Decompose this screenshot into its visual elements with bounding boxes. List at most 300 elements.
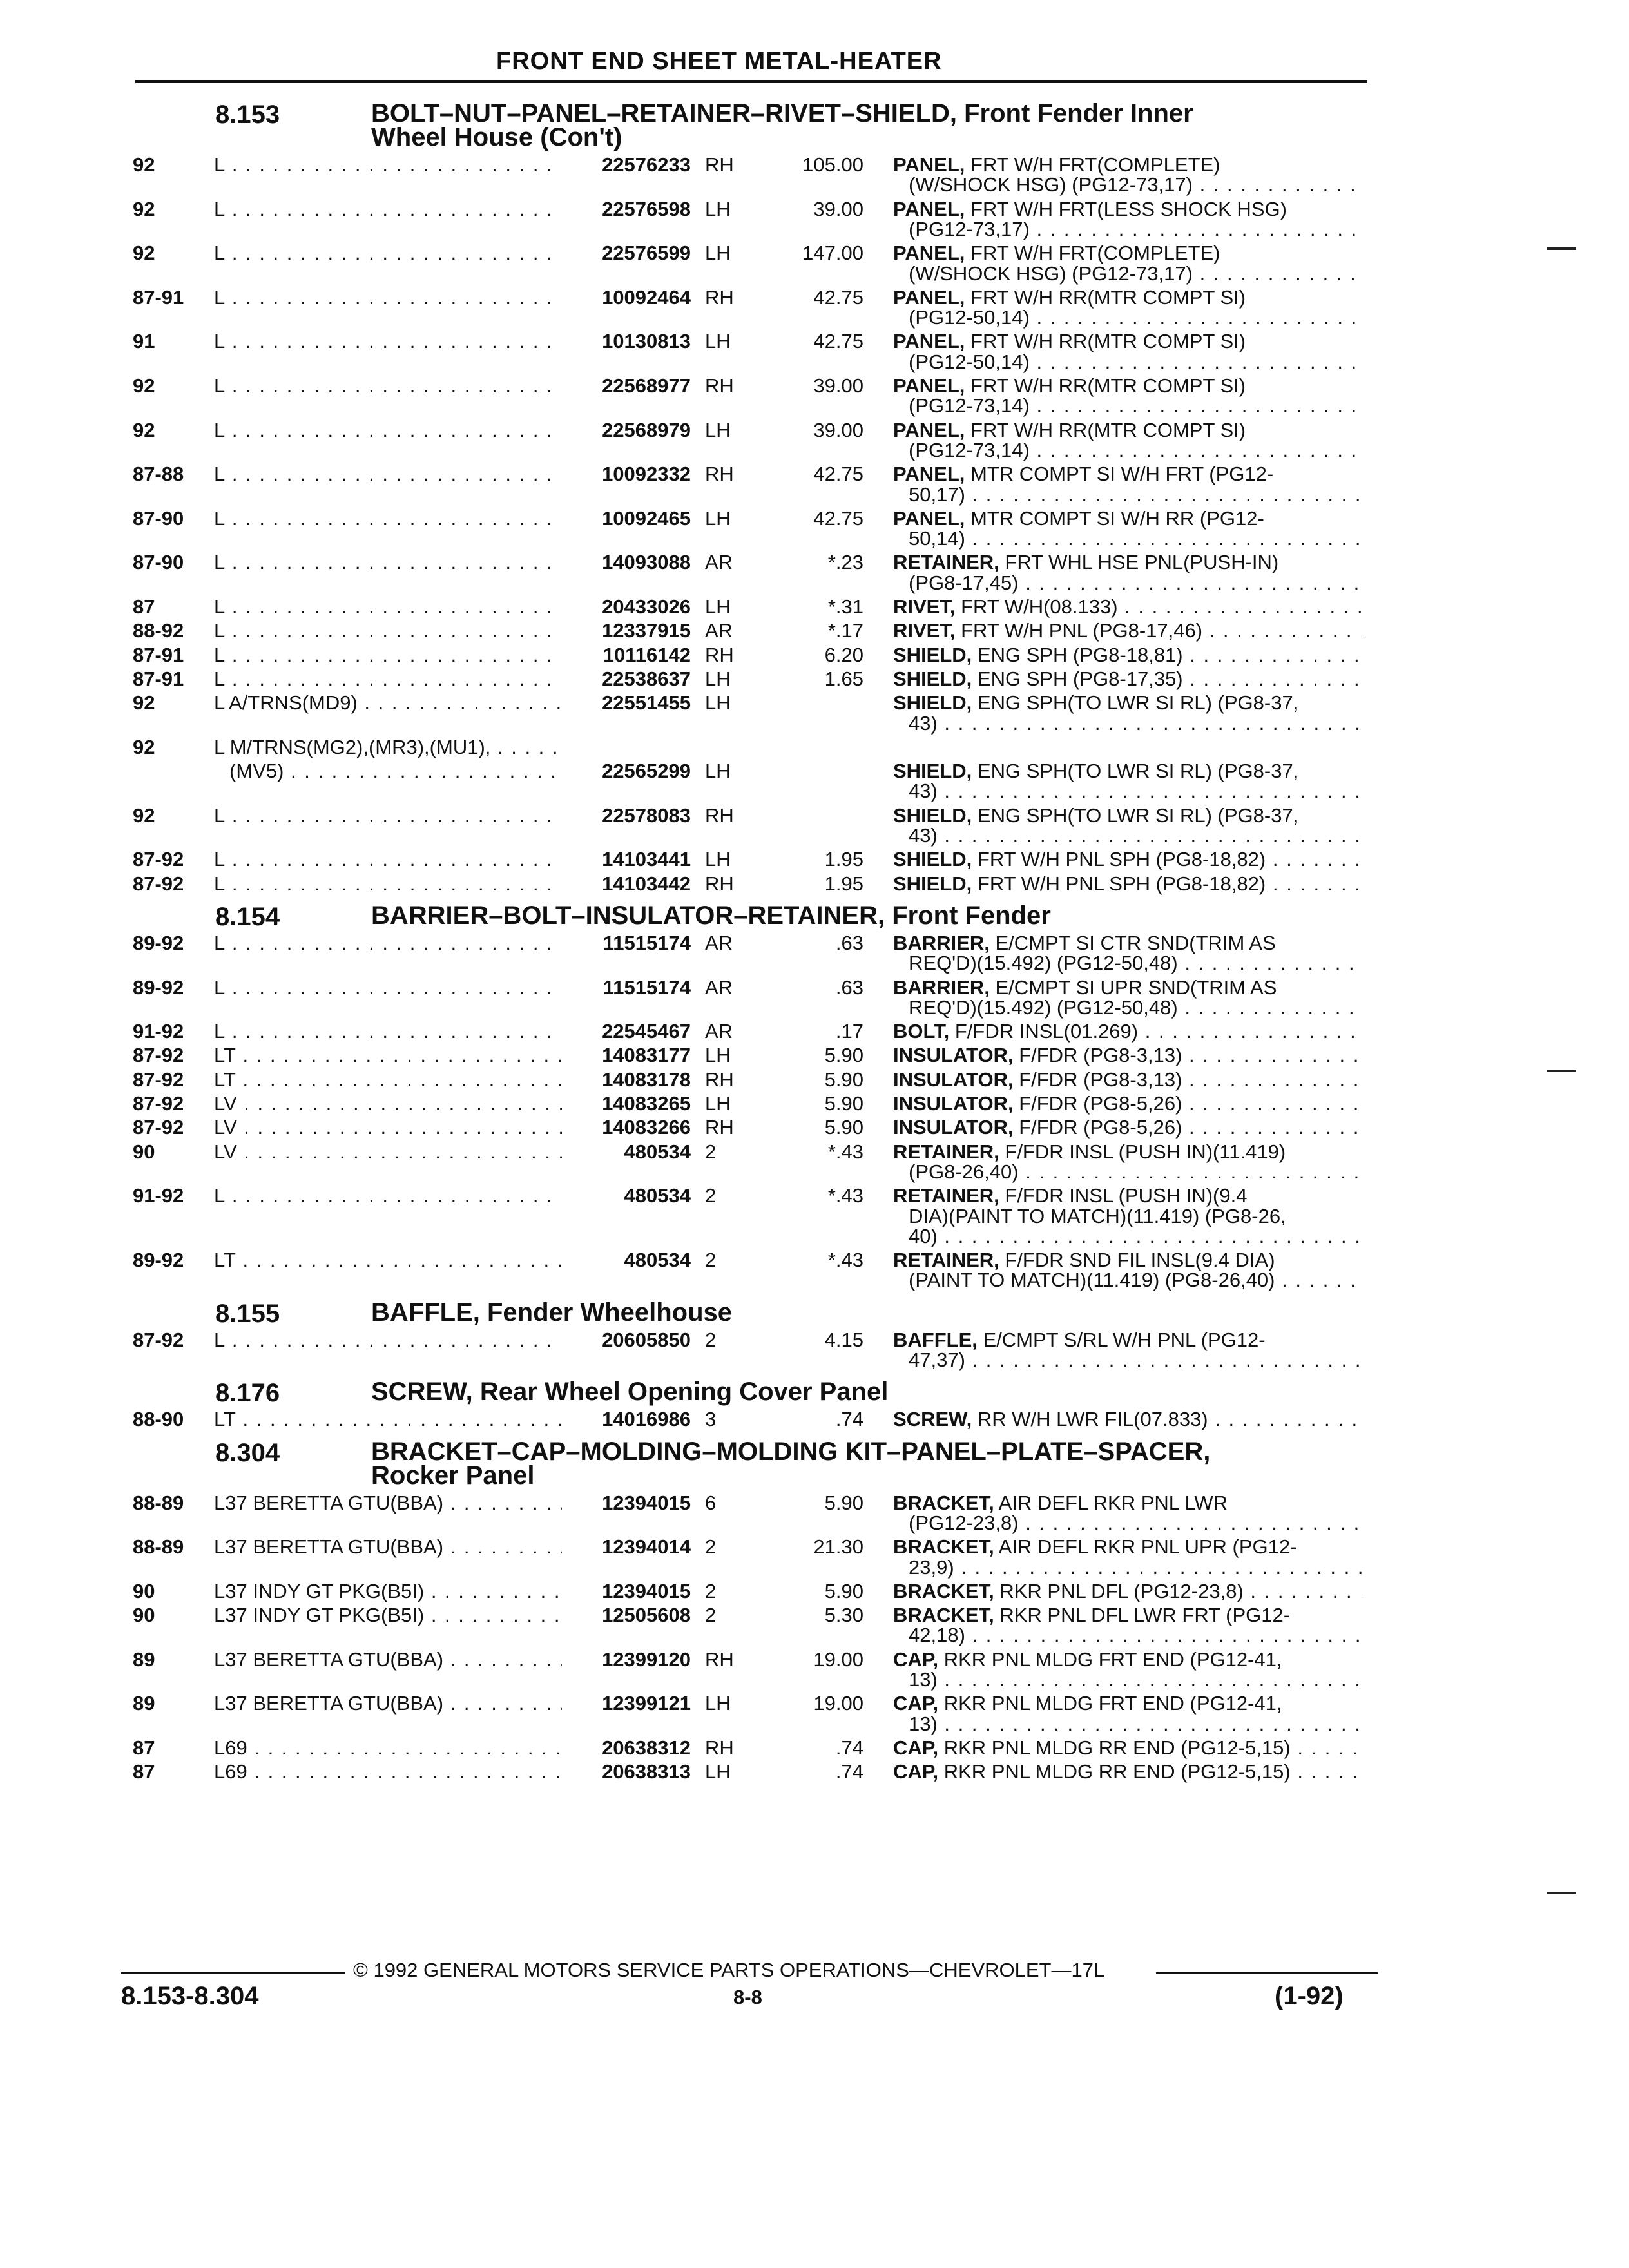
description-keyword: PANEL, xyxy=(893,374,965,397)
description-text: FRT W/H FRT(LESS SHOCK HSG) xyxy=(965,197,1287,220)
description-continuation: (PG12-73,14) . . . xyxy=(909,439,1362,462)
quantity: 2 xyxy=(705,1140,717,1163)
quantity: 3 xyxy=(705,1408,717,1431)
table-row xyxy=(0,644,1629,667)
description-keyword: CAP, xyxy=(893,1648,939,1671)
part-number: 480534 xyxy=(571,1249,691,1272)
description-continuation: 47,37) . . . xyxy=(909,1349,1362,1372)
description-text: ENG SPH(TO LWR SI RL) (PG8-37, xyxy=(972,760,1299,783)
description-keyword: SHIELD, xyxy=(893,643,972,666)
price: 1.65 xyxy=(824,667,863,690)
description-keyword: PANEL, xyxy=(893,506,965,530)
model-code: L . . . xyxy=(214,668,562,691)
model-code: L . . . xyxy=(214,595,562,619)
description-continued xyxy=(0,1624,1629,1647)
price: 1.95 xyxy=(824,872,863,895)
description-text: AIR DEFL RKR PNL UPR (PG12- xyxy=(994,1535,1297,1559)
model-code: LV . . . xyxy=(214,1140,562,1164)
table-row xyxy=(0,1760,1629,1783)
model-code: L . . . xyxy=(214,198,562,221)
footer-range: 8.153-8.304 xyxy=(121,1982,259,2010)
description-text: ENG SPH(TO LWR SI RL) (PG8-37, xyxy=(972,803,1299,827)
description-text: ENG SPH(TO LWR SI RL) (PG8-37, xyxy=(972,691,1299,715)
model-year: 88-90 xyxy=(133,1408,184,1431)
part-number: 12337915 xyxy=(571,619,691,642)
description-continued xyxy=(0,1160,1629,1184)
margin-mark xyxy=(1547,1892,1576,1894)
description-keyword: CAP, xyxy=(893,1736,939,1759)
description-text: FRT W/H RR(MTR COMPT SI) xyxy=(965,374,1246,397)
quantity: LH xyxy=(705,418,731,441)
model-year: 90 xyxy=(133,1579,155,1602)
part-number: 14103441 xyxy=(571,848,691,871)
quantity: AR xyxy=(705,551,733,574)
model-year: 87-92 xyxy=(133,1092,184,1115)
price: 5.90 xyxy=(824,1068,863,1091)
description xyxy=(893,1116,1362,1139)
model-year: 87-92 xyxy=(133,1116,184,1139)
model-year: 87-92 xyxy=(133,1068,184,1091)
quantity: AR xyxy=(705,975,733,999)
footer-rule-right xyxy=(1156,1972,1378,1974)
table-row xyxy=(0,1092,1629,1115)
description-keyword: BARRIER, xyxy=(893,975,990,999)
description-continued xyxy=(0,218,1629,241)
part-number: 12505608 xyxy=(571,1604,691,1627)
model-code: L . . . xyxy=(214,619,562,642)
description-continuation: 43) . . . xyxy=(909,712,1362,735)
description-continued xyxy=(0,1668,1629,1691)
description-text: RKR PNL MLDG RR END (PG12-5,15) xyxy=(938,1736,1291,1759)
quantity: RH xyxy=(705,1068,734,1091)
section-title: BOLT–NUT–PANEL–RETAINER–RIVET–SHIELD, Front Fender Inner xyxy=(371,99,1193,128)
description-continued xyxy=(0,572,1629,595)
description-text: E/CMPT S/RL W/H PNL (PG12- xyxy=(977,1328,1266,1351)
description-keyword: SHIELD, xyxy=(893,803,972,827)
description-keyword: INSULATOR, xyxy=(893,1092,1014,1115)
description-text: FRT W/H RR(MTR COMPT SI) xyxy=(965,285,1246,309)
table-row xyxy=(0,619,1629,642)
description-keyword: PANEL, xyxy=(893,285,965,309)
description-continuation: 50,14) . . . xyxy=(909,527,1362,550)
description-continued xyxy=(0,1512,1629,1535)
table-row xyxy=(0,872,1629,896)
description-keyword: CAP, xyxy=(893,1760,939,1783)
part-number: 480534 xyxy=(571,1140,691,1164)
price: .63 xyxy=(835,931,863,954)
description xyxy=(893,619,1362,642)
description-continuation: (PG12-50,14) . . . xyxy=(909,351,1362,374)
model-code: L . . . xyxy=(214,872,562,896)
part-number: 10092464 xyxy=(571,286,691,309)
quantity: AR xyxy=(705,619,733,642)
section-title: SCREW, Rear Wheel Opening Cover Panel xyxy=(371,1378,889,1407)
price: 19.00 xyxy=(813,1648,863,1671)
part-number: 12394015 xyxy=(571,1492,691,1515)
description-text: FRT W/H RR(MTR COMPT SI) xyxy=(965,330,1246,353)
quantity: RH xyxy=(705,1116,734,1139)
description xyxy=(893,1020,1362,1043)
model-code: L . . . xyxy=(214,976,562,999)
price: 39.00 xyxy=(813,197,863,220)
section-number: 8.176 xyxy=(215,1379,280,1408)
section-number: 8.154 xyxy=(215,902,280,931)
section-title: BAFFLE, Fender Wheelhouse xyxy=(371,1298,733,1327)
model-year: 87-88 xyxy=(133,463,184,486)
description-text: FRT W/H PNL SPH (PG8-18,82) xyxy=(972,872,1266,895)
description-continued xyxy=(0,780,1629,803)
page-title: FRONT END SHEET METAL-HEATER xyxy=(496,48,942,75)
description-continuation: (W/SHOCK HSG) (PG12-73,17) . . . xyxy=(909,262,1362,285)
price: *.31 xyxy=(827,595,863,618)
model-code: L A/TRNS(MD9) . . . xyxy=(214,691,562,715)
part-number: 14083265 xyxy=(571,1092,691,1115)
quantity: AR xyxy=(705,1020,733,1043)
price: 42.75 xyxy=(813,285,863,309)
model-year: 87 xyxy=(133,595,155,618)
description-text: F/FDR (PG8-5,26) xyxy=(1013,1092,1182,1115)
model-code: L37 BERETTA GTU(BBA) . . . xyxy=(214,1535,562,1559)
description-text: FRT W/H PNL (PG8-17,46) xyxy=(955,619,1203,642)
description-keyword: INSULATOR, xyxy=(893,1068,1014,1091)
description-text: F/FDR (PG8-3,13) xyxy=(1013,1068,1182,1091)
table-row xyxy=(0,1736,1629,1760)
price: 19.00 xyxy=(813,1692,863,1715)
description-continued xyxy=(0,262,1629,285)
description-continuation: 23,9) . . . xyxy=(909,1556,1362,1579)
part-number: 11515174 xyxy=(571,932,691,955)
description-continuation: (PG8-26,40) . . . xyxy=(909,1160,1362,1184)
description-continued xyxy=(0,1225,1629,1248)
quantity: 2 xyxy=(705,1535,717,1559)
description-text: FRT W/H PNL SPH (PG8-18,82) xyxy=(972,848,1266,871)
quantity: LH xyxy=(705,197,731,220)
description-continued xyxy=(0,527,1629,550)
footer-copyright: © 1992 GENERAL MOTORS SERVICE PARTS OPERATIONS—CHEVROLET—17L xyxy=(353,1959,1105,1981)
description-text: F/FDR (PG8-5,26) xyxy=(1013,1116,1182,1139)
model-year: 92 xyxy=(133,418,155,441)
description-continuation: (PG12-73,14) . . . xyxy=(909,394,1362,418)
model-year: 92 xyxy=(133,803,155,827)
model-year: 87-91 xyxy=(133,667,184,690)
description-continued xyxy=(0,1269,1629,1292)
quantity: 2 xyxy=(705,1579,717,1602)
model-year: 87 xyxy=(133,1736,155,1759)
description-continuation: DIA)(PAINT TO MATCH)(11.419) (PG8-26, xyxy=(909,1204,1286,1227)
description-keyword: RETAINER, xyxy=(893,551,999,574)
model-code: L69 . . . xyxy=(214,1736,562,1760)
description-text: MTR COMPT SI W/H FRT (PG12- xyxy=(965,463,1274,486)
section-number: 8.153 xyxy=(215,101,280,129)
model-year: 92 xyxy=(133,242,155,265)
model-code: LT . . . xyxy=(214,1044,562,1067)
model-year: 91-92 xyxy=(133,1184,184,1207)
description-text: AIR DEFL RKR PNL LWR xyxy=(994,1491,1228,1514)
description-continued xyxy=(0,952,1629,975)
model-year: 89-92 xyxy=(133,931,184,954)
description-continued xyxy=(0,712,1629,735)
description xyxy=(893,1068,1362,1091)
description-keyword: PANEL, xyxy=(893,197,965,220)
quantity: 6 xyxy=(705,1491,717,1514)
table-row xyxy=(0,1020,1629,1043)
model-year: 92 xyxy=(133,735,155,758)
description-continuation: 50,17) . . . xyxy=(909,483,1362,506)
part-number: 20605850 xyxy=(571,1329,691,1352)
model-year: 89 xyxy=(133,1648,155,1671)
quantity: RH xyxy=(705,374,734,397)
quantity: RH xyxy=(705,803,734,827)
footer-rule-left xyxy=(121,1972,345,1974)
section-number: 8.304 xyxy=(215,1438,280,1467)
description-text: ENG SPH (PG8-18,81) xyxy=(972,643,1183,666)
description-continuation: (PG12-23,8) . . . xyxy=(909,1512,1362,1535)
quantity: 2 xyxy=(705,1249,717,1272)
description xyxy=(893,872,1362,896)
price: 5.90 xyxy=(824,1116,863,1139)
description-text: F/FDR INSL (PUSH IN)(9.4 xyxy=(999,1184,1248,1207)
description-text: FRT W/H RR(MTR COMPT SI) xyxy=(965,418,1246,441)
price: *.23 xyxy=(827,551,863,574)
description-continued xyxy=(0,394,1629,418)
table-row xyxy=(0,848,1629,871)
description-continuation: 43) . . . xyxy=(909,824,1362,847)
table-row xyxy=(0,1044,1629,1067)
model-year: 87-92 xyxy=(133,1044,184,1067)
part-number: 22565299 xyxy=(571,760,691,783)
description-text: RR W/H LWR FIL(07.833) xyxy=(972,1408,1208,1431)
description-keyword: PANEL, xyxy=(893,330,965,353)
footer-date: (1-92) xyxy=(1275,1982,1344,2010)
quantity: LH xyxy=(705,330,731,353)
description-continuation: 43) . . . xyxy=(909,780,1362,803)
part-number: 10116142 xyxy=(571,644,691,667)
description xyxy=(893,1092,1362,1115)
model-code: L . . . xyxy=(214,644,562,667)
price: .63 xyxy=(835,975,863,999)
description-keyword: BRACKET, xyxy=(893,1535,994,1559)
section-title: BRACKET–CAP–MOLDING–MOLDING KIT–PANEL–PLATE–SPACER, xyxy=(371,1437,1211,1466)
model-code: L37 BERETTA GTU(BBA) . . . xyxy=(214,1692,562,1715)
description-keyword: RIVET, xyxy=(893,595,956,618)
model-code: L37 BERETTA GTU(BBA) . . . xyxy=(214,1648,562,1671)
part-number: 22576598 xyxy=(571,198,691,221)
price: 42.75 xyxy=(813,463,863,486)
description-text: E/CMPT SI UPR SND(TRIM AS xyxy=(989,975,1277,999)
model-code: L . . . xyxy=(214,330,562,353)
description-keyword: BRACKET, xyxy=(893,1491,994,1514)
model-code: L . . . xyxy=(214,1184,562,1207)
description xyxy=(893,644,1362,667)
model-year: 89-92 xyxy=(133,975,184,999)
model-code: L . . . xyxy=(214,507,562,530)
model-year: 92 xyxy=(133,691,155,715)
model-code: L . . . xyxy=(214,1329,562,1352)
price: .74 xyxy=(835,1760,863,1783)
price: .17 xyxy=(835,1020,863,1043)
model-year: 88-89 xyxy=(133,1491,184,1514)
description-keyword: PANEL, xyxy=(893,463,965,486)
description-continued xyxy=(0,1556,1629,1579)
part-number: 10130813 xyxy=(571,330,691,353)
part-number: 11515174 xyxy=(571,976,691,999)
model-code: L . . . xyxy=(214,848,562,871)
part-number: 22568979 xyxy=(571,419,691,442)
part-number: 12394014 xyxy=(571,1535,691,1559)
footer-page-number: 8-8 xyxy=(733,1986,762,2008)
description-continuation: 40) . . . xyxy=(909,1225,1362,1248)
price: 6.20 xyxy=(824,643,863,666)
quantity: RH xyxy=(705,463,734,486)
price: 5.90 xyxy=(824,1579,863,1602)
model-year: 87-91 xyxy=(133,285,184,309)
price: 39.00 xyxy=(813,418,863,441)
price: 5.90 xyxy=(824,1044,863,1067)
model-code: L . . . xyxy=(214,419,562,442)
model-code: LV . . . xyxy=(214,1092,562,1115)
model-year: 87-90 xyxy=(133,551,184,574)
model-year: 91-92 xyxy=(133,1020,184,1043)
margin-mark xyxy=(1547,247,1576,250)
description-text: RKR PNL MLDG FRT END (PG12-41, xyxy=(938,1692,1282,1715)
model-year: 89-92 xyxy=(133,1249,184,1272)
description-text: FRT W/H(08.133) xyxy=(955,595,1118,618)
price: 105.00 xyxy=(802,153,863,176)
price: 147.00 xyxy=(802,242,863,265)
model-code: L37 BERETTA GTU(BBA) . . . xyxy=(214,1492,562,1515)
model-year: 87-92 xyxy=(133,1328,184,1351)
part-number: 20638312 xyxy=(571,1736,691,1760)
top-rule xyxy=(135,80,1367,83)
table-row xyxy=(0,1068,1629,1091)
description-text: F/FDR INSL(01.269) xyxy=(949,1020,1139,1043)
model-code-continued: (MV5) . . . xyxy=(229,760,562,783)
model-code: L . . . xyxy=(214,286,562,309)
description xyxy=(893,1580,1362,1603)
price: 39.00 xyxy=(813,374,863,397)
part-number: 22545467 xyxy=(571,1020,691,1043)
description-text: F/FDR SND FIL INSL(9.4 DIA) xyxy=(999,1249,1275,1272)
description-keyword: SHIELD, xyxy=(893,667,972,690)
description-keyword: BRACKET, xyxy=(893,1604,994,1627)
table-row xyxy=(0,668,1629,691)
model-year: 87-91 xyxy=(133,643,184,666)
description xyxy=(893,1736,1362,1760)
description-continuation: (PG12-50,14) . . . xyxy=(909,306,1362,329)
description xyxy=(893,1408,1362,1431)
description-continued xyxy=(0,173,1629,197)
description-continuation: (PG12-73,17) . . . xyxy=(909,218,1362,241)
model-year: 92 xyxy=(133,197,155,220)
part-number: 10092332 xyxy=(571,463,691,486)
price: 21.30 xyxy=(813,1535,863,1559)
part-number: 22538637 xyxy=(571,668,691,691)
table-row xyxy=(0,1408,1629,1431)
description-keyword: INSULATOR, xyxy=(893,1116,1014,1139)
price: 1.95 xyxy=(824,848,863,871)
part-number: 480534 xyxy=(571,1184,691,1207)
price: 5.90 xyxy=(824,1491,863,1514)
quantity: LH xyxy=(705,595,731,618)
model-code: L . . . xyxy=(214,1020,562,1043)
part-number: 22576599 xyxy=(571,242,691,265)
description-continuation: (PAINT TO MATCH)(11.419) (PG8-26,40) . . . xyxy=(909,1269,1362,1292)
model-year: 88-89 xyxy=(133,1535,184,1559)
quantity: LH xyxy=(705,1092,731,1115)
quantity: LH xyxy=(705,1044,731,1067)
quantity: LH xyxy=(705,667,731,690)
part-number: 14083266 xyxy=(571,1116,691,1139)
quantity: AR xyxy=(705,931,733,954)
model-code: L . . . xyxy=(214,463,562,486)
description-text: MTR COMPT SI W/H RR (PG12- xyxy=(965,506,1264,530)
description-keyword: CAP, xyxy=(893,1692,939,1715)
part-number: 22576233 xyxy=(571,153,691,177)
part-number: 14016986 xyxy=(571,1408,691,1431)
description-text: FRT W/H FRT(COMPLETE) xyxy=(965,242,1220,265)
description xyxy=(893,668,1362,691)
description-keyword: RETAINER, xyxy=(893,1140,999,1163)
quantity: RH xyxy=(705,643,734,666)
description-continuation: REQ'D)(15.492) (PG12-50,48) . . . xyxy=(909,996,1362,1019)
model-code: LT . . . xyxy=(214,1249,562,1272)
model-code: L . . . xyxy=(214,153,562,177)
description-text: F/FDR INSL (PUSH IN)(11.419) xyxy=(999,1140,1286,1163)
price: 5.30 xyxy=(824,1604,863,1627)
description-continued xyxy=(0,439,1629,462)
description-continued xyxy=(0,824,1629,847)
description-text: FRT WHL HSE PNL(PUSH-IN) xyxy=(999,551,1279,574)
description-text: RKR PNL MLDG RR END (PG12-5,15) xyxy=(938,1760,1291,1783)
description-keyword: SCREW, xyxy=(893,1408,972,1431)
quantity: LH xyxy=(705,1692,731,1715)
price: 4.15 xyxy=(824,1328,863,1351)
quantity: LH xyxy=(705,848,731,871)
model-code: L . . . xyxy=(214,804,562,827)
description-continuation: 42,18) . . . xyxy=(909,1624,1362,1647)
description-keyword: SHIELD, xyxy=(893,760,972,783)
description-continued xyxy=(0,996,1629,1019)
description-continued xyxy=(0,483,1629,506)
quantity: RH xyxy=(705,872,734,895)
model-year: 90 xyxy=(133,1140,155,1163)
table-row xyxy=(0,595,1629,619)
model-code: LT . . . xyxy=(214,1408,562,1431)
price: *.43 xyxy=(827,1140,863,1163)
price: *.17 xyxy=(827,619,863,642)
description-keyword: SHIELD, xyxy=(893,872,972,895)
description-keyword: INSULATOR, xyxy=(893,1044,1014,1067)
section-title: Wheel House (Con't) xyxy=(371,123,622,151)
description xyxy=(893,848,1362,871)
description-keyword: SHIELD, xyxy=(893,848,972,871)
description-continuation: REQ'D)(15.492) (PG12-50,48) . . . xyxy=(909,952,1362,975)
quantity: RH xyxy=(705,285,734,309)
table-row xyxy=(0,1580,1629,1603)
section-title: Rocker Panel xyxy=(371,1461,535,1490)
description-keyword: PANEL, xyxy=(893,418,965,441)
section-number: 8.155 xyxy=(215,1299,280,1328)
description-continued xyxy=(0,1713,1629,1736)
model-year: 92 xyxy=(133,374,155,397)
quantity: 2 xyxy=(705,1604,717,1627)
quantity: 2 xyxy=(705,1328,717,1351)
description xyxy=(893,1044,1362,1067)
description-continuation: 13) . . . xyxy=(909,1713,1362,1736)
model-code: L37 INDY GT PKG(B5I) . . . xyxy=(214,1604,562,1627)
section-title: BARRIER–BOLT–INSULATOR–RETAINER, Front Fender xyxy=(371,901,1051,930)
part-number: 14093088 xyxy=(571,551,691,574)
